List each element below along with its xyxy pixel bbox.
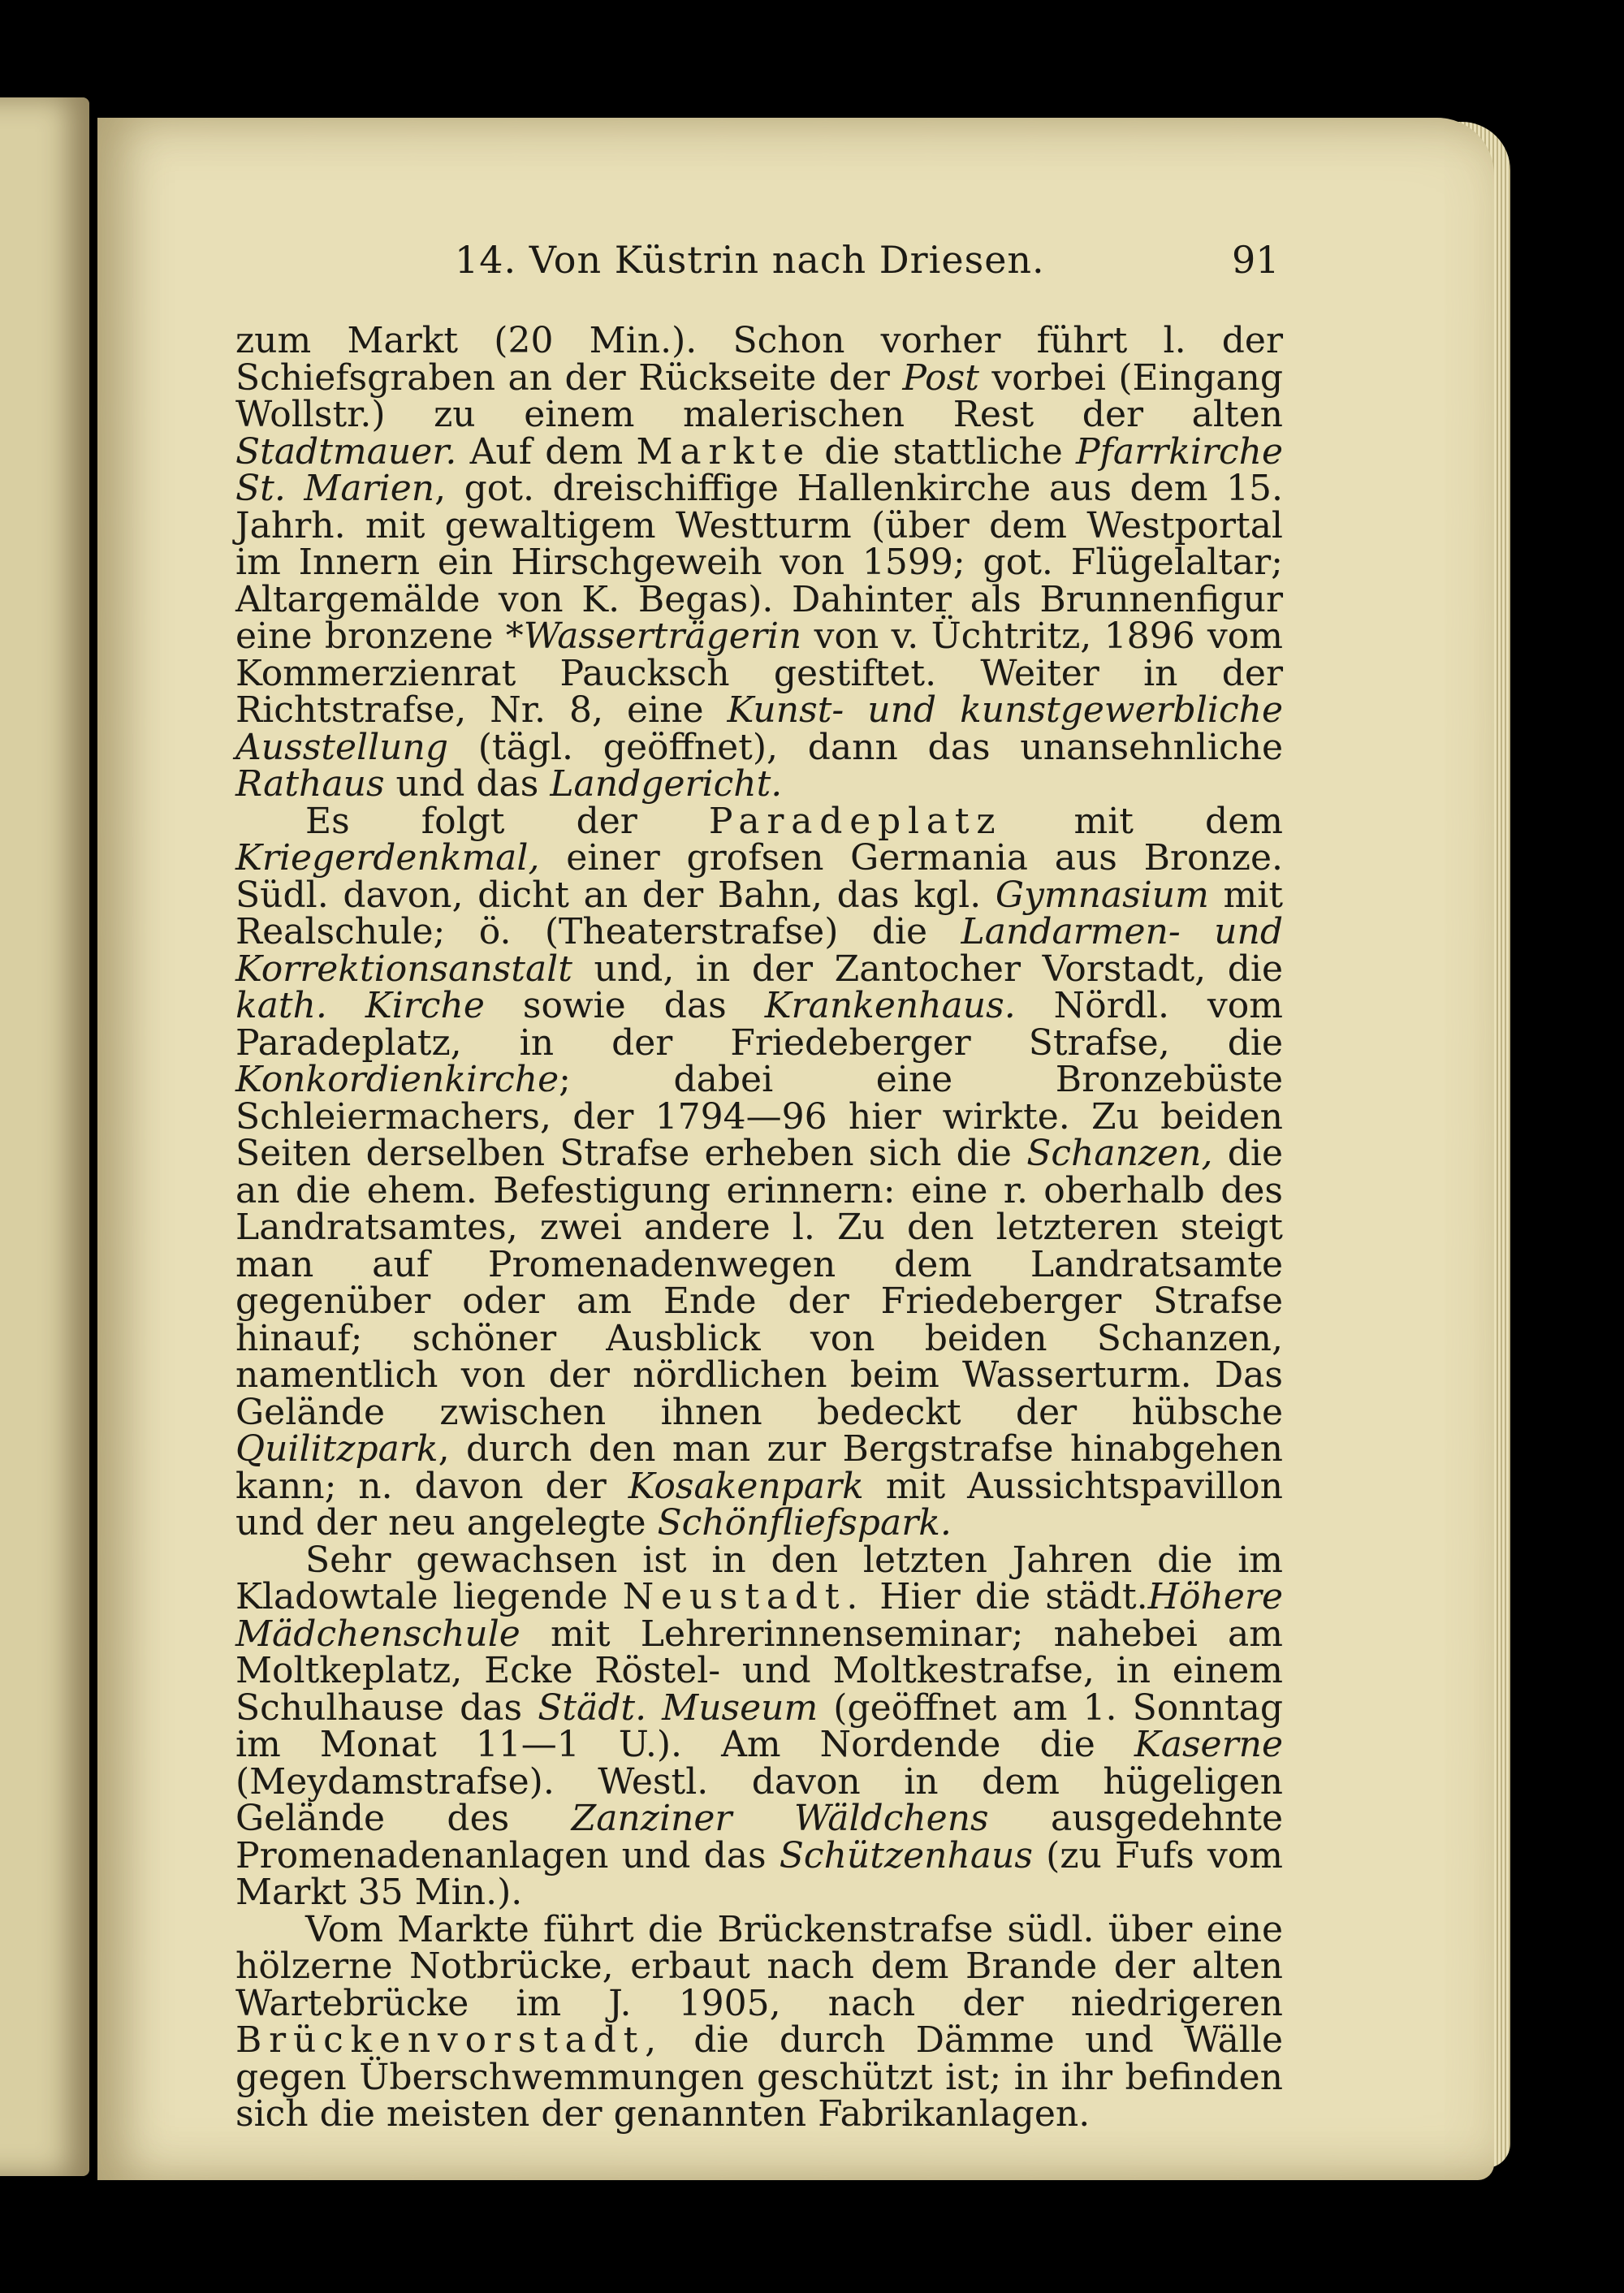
text-run: und das [384, 763, 551, 805]
paragraph [235, 800, 1284, 1544]
paragraph [235, 322, 1283, 803]
chapter-title: 14. Von Küstrin nach Driesen. [455, 238, 1045, 282]
paragraph [235, 1539, 1284, 1913]
text-run: , got. dreischiffige Hallenkirche aus dem 15. Jahrh. mit gewaltigem Westturm (über dem Westportal im Innern ein Hirschgeweih von 1599; got. Flügelaltar; Altargemälde von K. Begas). Dahinter als Brunnenfigur eine bronzene [235, 468, 1283, 657]
spaced-term: Markte [636, 430, 811, 473]
text-run: (Meydamstrafse). Westl. davon in dem hügeligen Gelände des [235, 1760, 1283, 1839]
spaced-term: Neustadt. [622, 1576, 866, 1617]
spaced-term: Paradeplatz [708, 800, 1003, 842]
spaced-term: Brückenvorstadt, [235, 2019, 663, 2061]
italic-term: Konkordienkirche [235, 1059, 559, 1100]
text-run: die stattliche [810, 430, 1077, 473]
italic-term: Schützenhaus [779, 1834, 1033, 1876]
italic-term: Kriegerdenkmal, [235, 837, 540, 879]
italic-term: Zanziner Wäldchens [571, 1798, 989, 1839]
text-run: Auf dem [456, 430, 637, 473]
text-run: die durch Dämme und Wälle gegen Überschwemmungen geschützt ist; in ihr befinden sich die meisten der genannten Fabrikanlagen. [235, 2019, 1283, 2135]
text-run: (zu Fufs vom Markt 35 Min.). [235, 1834, 1284, 1913]
text-run: zum Markt (20 Min.). Schon vorher führt l. der Schiefsgraben an der Rückseite der [235, 320, 1283, 399]
italic-term: Gymnasium [995, 874, 1209, 916]
text-run: und, in der Zantocher Vorstadt, die [572, 948, 1283, 990]
body-text [235, 322, 1283, 2133]
italic-term: Landgericht. [550, 763, 783, 805]
page-number: 91 [1232, 238, 1280, 282]
italic-term: Quilitzpark [235, 1428, 438, 1470]
italic-term: *Wasserträgerin [505, 615, 802, 657]
italic-term: Landarmen- und Korrektionsanstalt [235, 911, 1283, 990]
italic-term: Pfarrkirche St. Marien [235, 430, 1283, 509]
italic-term: Rathaus [235, 763, 385, 805]
italic-term: Schönfliefspark. [657, 1502, 952, 1544]
text-run: die an die ehem. Befestigung erinnern: eine r. oberhalb des Landratsamtes, zwei andere l. Zu den letzteren steigt man auf Promenadenwegen dem Landratsamte gegenüber oder am Ende der Friedeberger Strafse hinauf; schöner Ausblick von beiden Schanzen, namentlich von der nördlichen beim Wasserturm. Das Gelände zwischen ihnen bedeckt der hübsche [235, 1133, 1284, 1433]
text-run: ; dabei eine Bronzebüste Schleiermachers, der 1794—96 hier wirkte. Zu beiden Seiten derselben Strafse erheben sich die [235, 1059, 1283, 1174]
italic-term: Krankenhaus. [764, 985, 1016, 1026]
book-page [97, 118, 1494, 2180]
italic-term: Kosakenpark [628, 1465, 864, 1507]
text-run: sowie das [484, 985, 765, 1026]
italic-term: kath. Kirche [235, 985, 485, 1026]
text-run: vorbei (Eingang Wollstr.) zu einem malerischen Rest der alten [235, 356, 1283, 435]
italic-term: Schanzen, [1026, 1133, 1213, 1174]
text-run: von v. Üchtritz, 1896 vom Kommerzienrat Paucksch gestiftet. Weiter in der Richtstrafse, Nr. 8, eine [235, 615, 1283, 731]
text-run: ausgedehnte Promenadenanlagen und das [235, 1798, 1283, 1876]
italic-term: Kunst- und kunstgewerbliche Ausstellung [235, 689, 1283, 768]
italic-term: Städt. Museum [538, 1686, 818, 1729]
italic-term: Kaserne [1134, 1724, 1283, 1765]
left-page-edge [0, 97, 89, 2176]
text-run: Nördl. vom Paradeplatz, in der Friedeberger Strafse, die [235, 985, 1283, 1064]
paragraph [235, 1908, 1283, 2135]
italic-term: Post [902, 356, 979, 399]
text-run: mit dem [1002, 800, 1283, 842]
text-run: Es folgt der [305, 800, 709, 842]
text-run: Vom Markte führt die Brückenstrafse südl. über eine hölzerne Notbrücke, erbaut nach dem Brande der alten Wartebrücke im J. 1905, nach der niedrigeren [235, 1908, 1283, 2024]
text-run: (geöffnet am 1. Sonntag im Monat 11—1 U.). Am Nordende die [235, 1686, 1283, 1765]
text-run: , durch den man zur Bergstrafse hinabgehen kann; n. davon der [235, 1428, 1283, 1507]
text-run: einer grofsen Germania aus Bronze. Südl. davon, dicht an der Bahn, das kgl. [235, 837, 1283, 916]
running-header [97, 238, 1494, 287]
text-run: Sehr gewachsen ist in den letzten Jahren die im Kladowtale liegende [235, 1539, 1283, 1617]
text-run: mit Realschule; ö. (Theaterstrafse) die [235, 874, 1283, 952]
text-run: (tägl. geöffnet), dann das unansehnliche [447, 726, 1283, 768]
italic-term: Höhere Mädchenschule [235, 1576, 1283, 1655]
italic-term: Stadtmauer. [235, 430, 457, 473]
text-run: mit Aussichtspavillon und der neu angelegte [235, 1465, 1283, 1544]
text-run: mit Lehrerinnenseminar; nahebei am Moltkeplatz, Ecke Röstel- und Moltkestrafse, in einem Schulhause das [235, 1613, 1283, 1729]
text-run: Hier die städt. [865, 1576, 1148, 1617]
